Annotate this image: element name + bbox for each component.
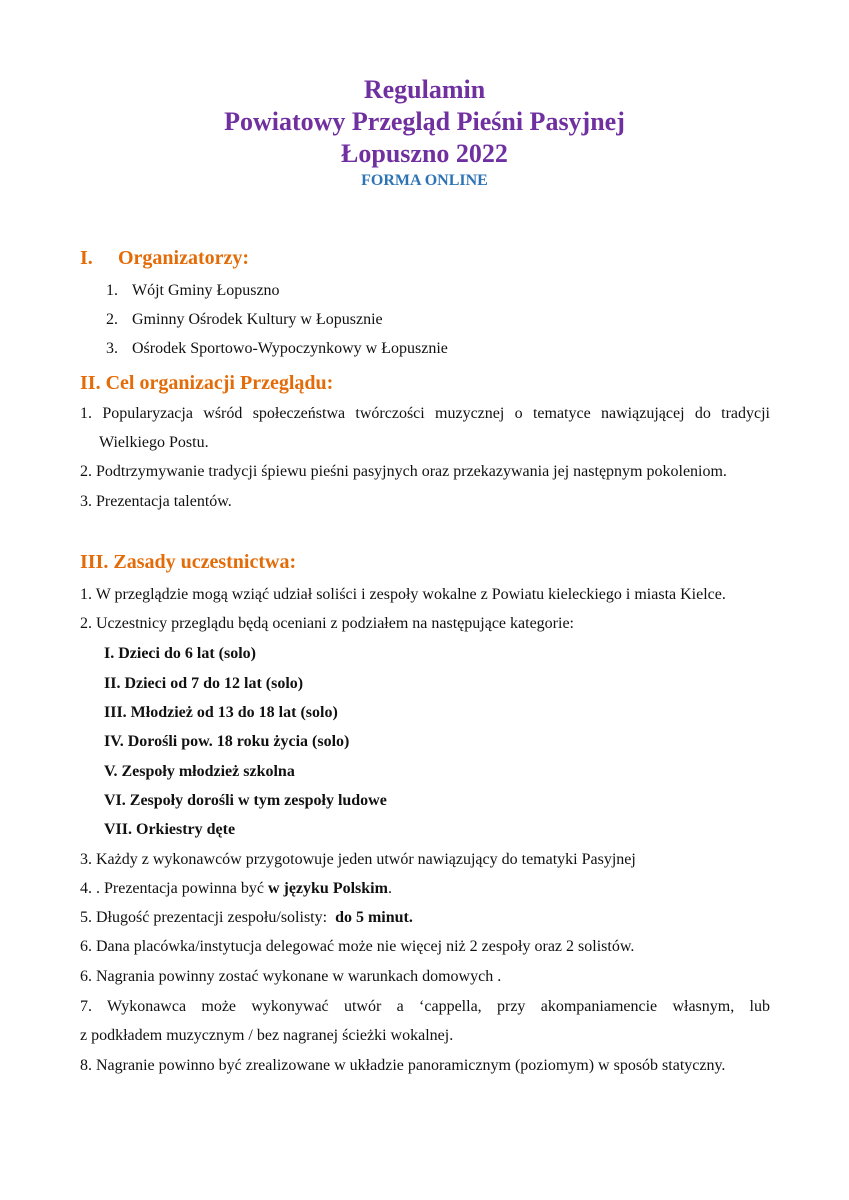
goal-item-3: 3. Prezentacja talentów. — [80, 493, 232, 510]
rule-item-6b: 6. Nagrania powinny zostać wykonane w warunkach domowych . — [80, 968, 502, 985]
goal-item-2: 2. Podtrzymywanie tradycji śpiewu pieśni pasyjnych oraz przekazywania jej następnym pokoleniom. — [80, 463, 727, 480]
subtitle-form: FORMA ONLINE — [361, 172, 488, 189]
section-1-number: I. — [80, 247, 93, 269]
rule-item-4: 4. . Prezentacja powinna być w języku Polskim. — [80, 880, 392, 897]
rule-item-6a: 6. Dana placówka/instytucja delegować może nie więcej niż 2 zespoły oraz 2 solistów. — [80, 938, 635, 955]
rule-item-8: 8. Nagranie powinno być zrealizowane w układzie panoramicznym (poziomym) w sposób statyczny. — [80, 1057, 726, 1074]
category-2: II. Dzieci od 7 do 12 lat (solo) — [104, 675, 304, 692]
organizer-item-3: 3. Ośrodek Sportowo-Wypoczynkowy w Łopusznie — [106, 340, 448, 357]
rule-item-7: 7. Wykonawca może wykonywać utwór a ‘cappella, przy akompaniamencie własnym, lub — [80, 998, 770, 1015]
section-1-heading — [80, 246, 249, 270]
rule-item-2: 2. Uczestnicy przeglądu będą oceniani z podziałem na następujące kategorie: — [80, 615, 574, 632]
goal-item-1: 1. Popularyzacja wśród społeczeństwa twórczości muzycznej o tematyce nawiązującej do tradycji — [80, 405, 771, 422]
organizer-item-2: 2. Gminny Ośrodek Kultury w Łopusznie — [106, 311, 383, 328]
category-6: VI. Zespoły dorośli w tym zespoły ludowe — [104, 792, 387, 809]
rule-item-3: 3. Każdy z wykonawców przygotowuje jeden utwór nawiązujący do tematyki Pasyjnej — [80, 851, 636, 868]
title-event-name: Powiatowy Przegląd Pieśni Pasyjnej — [224, 107, 625, 136]
title-block — [0, 74, 849, 191]
rule-item-7-continued: z podkładem muzycznym / bez nagranej ścieżki wokalnej. — [80, 1027, 454, 1044]
category-3: III. Młodzież od 13 do 18 lat (solo) — [104, 704, 338, 721]
title-place-year: Łopuszno 2022 — [341, 139, 508, 168]
section-1-title: Organizatorzy: — [118, 247, 250, 269]
title-regulamin: Regulamin — [363, 75, 486, 104]
category-4: IV. Dorośli pow. 18 roku życia (solo) — [104, 733, 350, 750]
section-3-heading: III. Zasady uczestnictwa: — [80, 551, 297, 573]
category-5: V. Zespoły młodzież szkolna — [104, 763, 295, 780]
section-2-heading: II. Cel organizacji Przeglądu: — [80, 372, 334, 394]
rule-item-5: 5. Długość prezentacji zespołu/solisty: do 5 minut. — [80, 909, 413, 926]
rule-item-1: 1. W przeglądzie mogą wziąć udział soliści i zespoły wokalne z Powiatu kieleckiego i miasta Kielce. — [80, 586, 726, 603]
category-7: VII. Orkiestry dęte — [104, 821, 236, 838]
organizer-item-1: 1. Wójt Gminy Łopuszno — [106, 282, 280, 299]
category-1: I. Dzieci do 6 lat (solo) — [104, 645, 256, 662]
goal-item-1-continued: Wielkiego Postu. — [99, 434, 209, 451]
